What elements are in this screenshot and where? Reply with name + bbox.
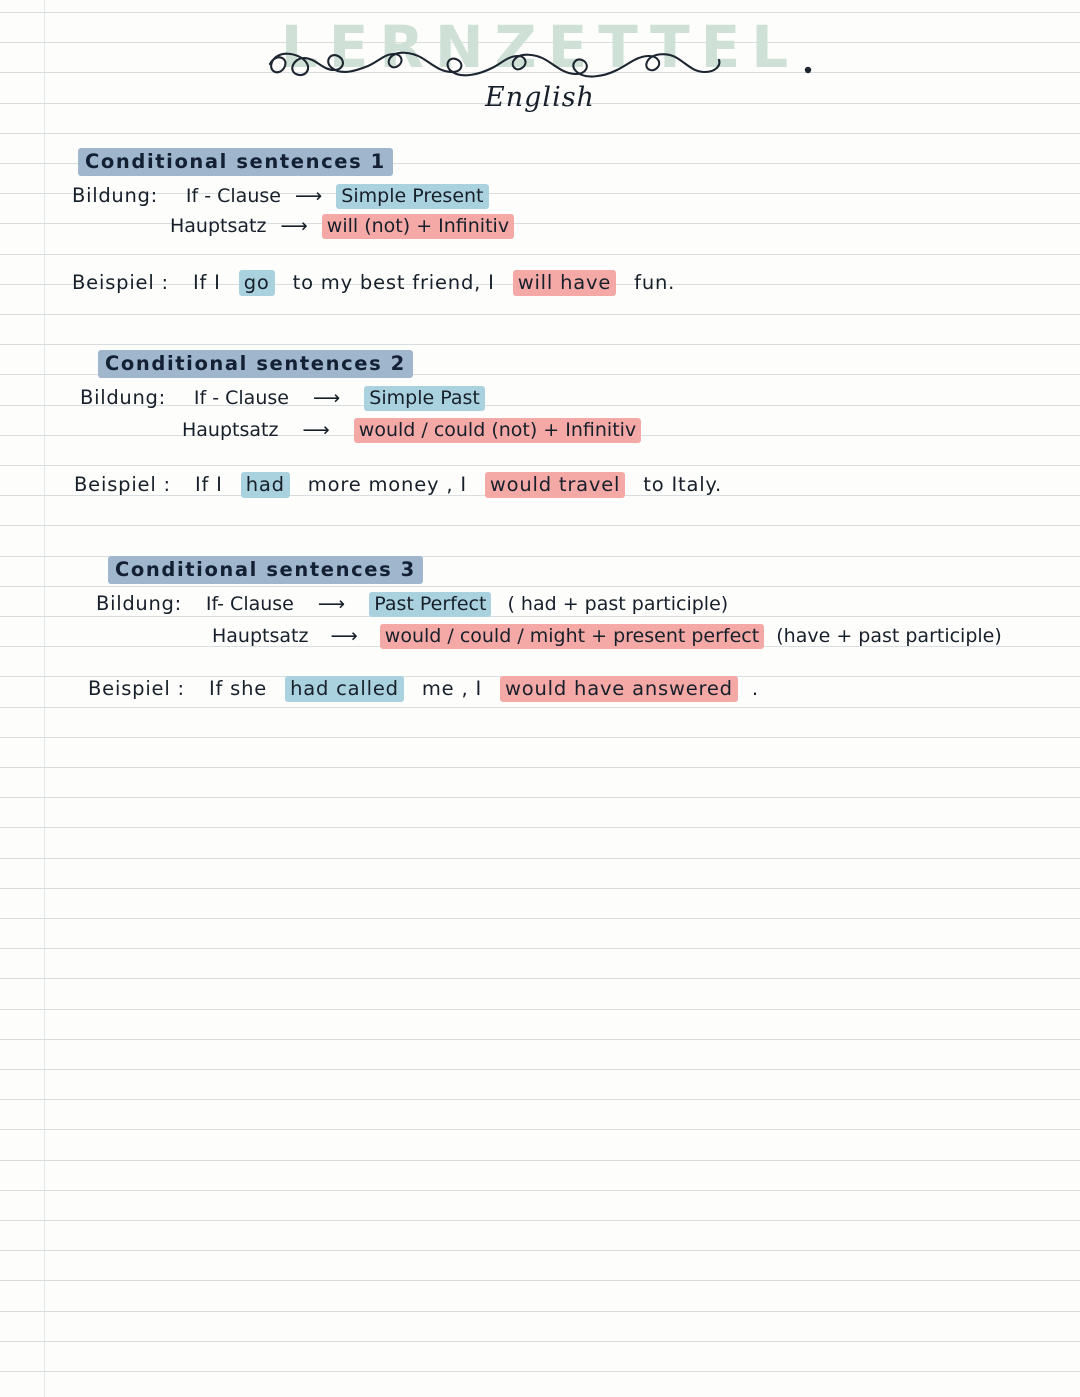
section-1-row-1-right: Simple Present xyxy=(336,184,488,209)
section-2-row-1-arrow: ⟶ xyxy=(313,387,341,409)
section-1-bildung-label: Bildung: xyxy=(72,184,158,207)
section-3-row-2-arrow: ⟶ xyxy=(330,625,358,647)
section-1-row-1-left: If - Clause xyxy=(185,185,281,207)
section-1-row-1-arrow: ⟶ xyxy=(295,185,323,207)
section-2-example-part-3: more money , I xyxy=(307,473,467,496)
section-3-row-2-left: Hauptsatz xyxy=(212,625,309,647)
page-title: LERNZETTEL xyxy=(280,13,800,81)
page-title-block xyxy=(0,13,1080,81)
section-1-example-part-3: to my best friend, I xyxy=(292,271,495,294)
section-1-row-2-right: will (not) + Infinitiv xyxy=(322,214,514,239)
section-1-example-label: Beispiel : xyxy=(72,271,169,294)
section-3-example-part-3: me , I xyxy=(421,677,482,700)
section-3-example-part-2: had called xyxy=(285,676,404,702)
section-3-row-1-left: If- Clause xyxy=(205,593,294,615)
section-3-row-2-suffix: (have + past participle) xyxy=(776,625,1002,647)
section-3-example-label: Beispiel : xyxy=(88,677,185,700)
section-3-heading: Conditional sentences 3 xyxy=(108,556,423,584)
section-2-example-part-1: If I xyxy=(194,473,223,496)
section-2-row-2-right: would / could (not) + Infinitiv xyxy=(354,418,641,443)
section-2-row-2-left: Hauptsatz xyxy=(182,419,279,441)
section-2-row-1-right: Simple Past xyxy=(364,386,485,411)
section-3-example-part-1: If she xyxy=(208,677,268,700)
section-1-heading: Conditional sentences 1 xyxy=(78,148,393,176)
section-2-heading: Conditional sentences 2 xyxy=(98,350,413,378)
section-2-row-1-left: If - Clause xyxy=(193,387,289,409)
section-3-example-part-5: . xyxy=(751,677,759,700)
section-3-example-part-4: would have answered xyxy=(500,676,738,702)
section-1-example-part-4: will have xyxy=(513,270,616,296)
section-3-row-2-right: would / could / might + present perfect xyxy=(380,624,764,649)
section-2-example-part-4: would travel xyxy=(485,472,625,498)
section-2-bildung-label: Bildung: xyxy=(80,386,166,409)
section-2-example-part-5: to Italy. xyxy=(643,473,722,496)
section-1-row-2-arrow: ⟶ xyxy=(280,215,308,237)
section-3-example xyxy=(88,676,766,702)
section-2-row-2-arrow: ⟶ xyxy=(302,419,330,441)
section-2-example-label: Beispiel : xyxy=(74,473,171,496)
page-subtitle: English xyxy=(485,82,595,113)
section-3-bildung-label: Bildung: xyxy=(96,592,182,615)
section-3-row-1-right: Past Perfect xyxy=(369,592,491,617)
section-3-row-1-suffix: ( had + past participle) xyxy=(507,593,729,615)
section-1-row-2-left: Hauptsatz xyxy=(170,215,267,237)
section-1-example-part-2: go xyxy=(239,270,275,296)
section-3-row-1-arrow: ⟶ xyxy=(317,593,346,615)
section-1-example-part-5: fun. xyxy=(634,271,676,294)
section-2-example xyxy=(74,472,729,498)
section-1-example-part-1: If I xyxy=(192,271,221,294)
section-1-example xyxy=(72,270,682,296)
section-2-example-part-2: had xyxy=(241,472,290,498)
